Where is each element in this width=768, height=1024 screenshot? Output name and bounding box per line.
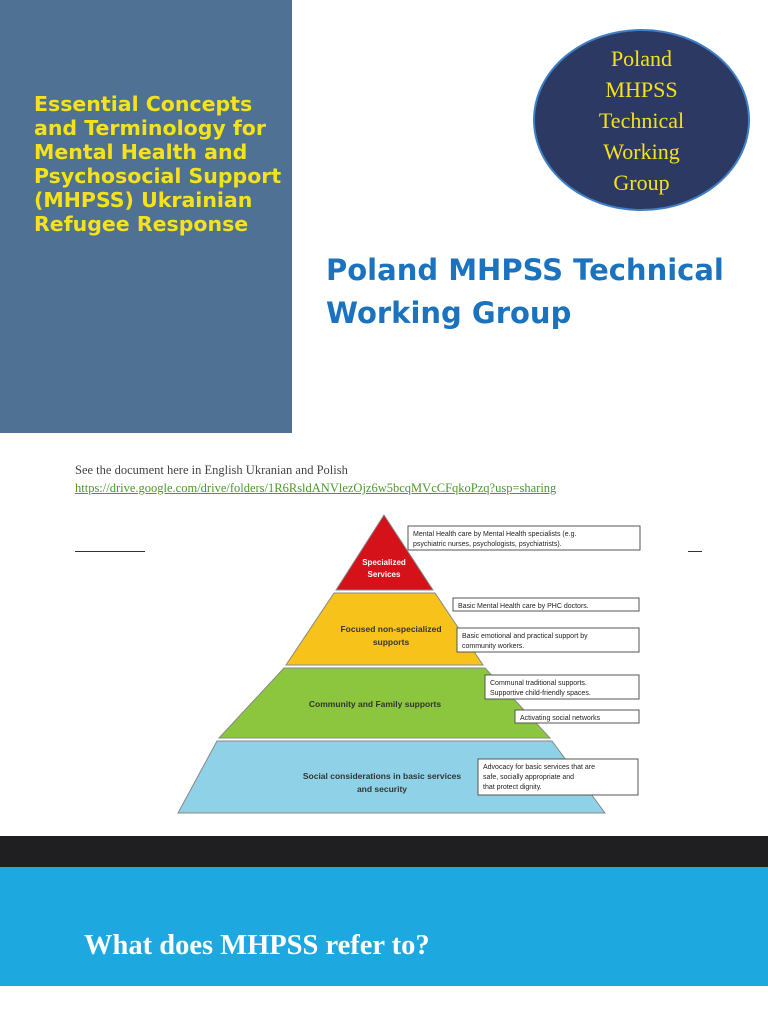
tier-focused-label-line2: supports [372, 637, 410, 647]
badge-text: Poland MHPSS Technical Working Group [598, 45, 685, 195]
tier-specialized-label-line1: Specialized [362, 558, 406, 567]
note-communal-line2: Supportive child-friendly spaces. [490, 690, 591, 697]
tier-social-label-line1: Social considerations in basic services [302, 771, 462, 781]
note-social-networks-line1: Activating social networks [520, 715, 601, 722]
tier-community-label: Community and Family supports [308, 699, 442, 709]
document-note: See the document here in English Ukranian and Polish [75, 463, 348, 477]
tier-social-label-line2: and security [356, 784, 408, 794]
tier-focused-label-line1: Focused non-specialized [340, 624, 442, 634]
note-community-workers-line2: community workers. [462, 643, 525, 650]
document-title: Essential Concepts and Terminology for Mental Health and Psychosocial Support (MHPSS) Ukrainian Refugee Response [34, 92, 282, 236]
tier-specialized-label-line2: Services [367, 570, 401, 579]
note-specialized-line1: Mental Health care by Mental Health specialists (e.g. [413, 531, 577, 538]
note-community-workers-line1: Basic emotional and practical support by [462, 633, 588, 640]
section-question: What does MHPSS refer to? [84, 930, 430, 961]
note-specialized-line2: psychiatric nurses, psychologists, psychiatrists). [413, 541, 562, 548]
note-communal-line1: Communal traditional supports. [490, 680, 587, 687]
note-advocacy-line2: safe, socially appropriate and [483, 774, 575, 781]
mhpss-pyramid-diagram [0, 505, 768, 825]
note-phc-line1: Basic Mental Health care by PHC doctors. [458, 603, 589, 610]
section-header-band [0, 867, 768, 986]
document-link[interactable]: https://drive.google.com/drive/folders/1R6RsldANVlezOjz6w5bcqMVcCFqkoPzq?usp=sharing [75, 481, 557, 495]
note-advocacy-line3: that protect dignity. [483, 784, 542, 791]
working-group-badge [533, 29, 750, 211]
group-heading: Poland MHPSS Technical Working Group [326, 253, 724, 330]
title-panel [0, 0, 292, 433]
note-advocacy-line1: Advocacy for basic services that are [483, 764, 596, 771]
dark-divider-band [0, 836, 768, 867]
